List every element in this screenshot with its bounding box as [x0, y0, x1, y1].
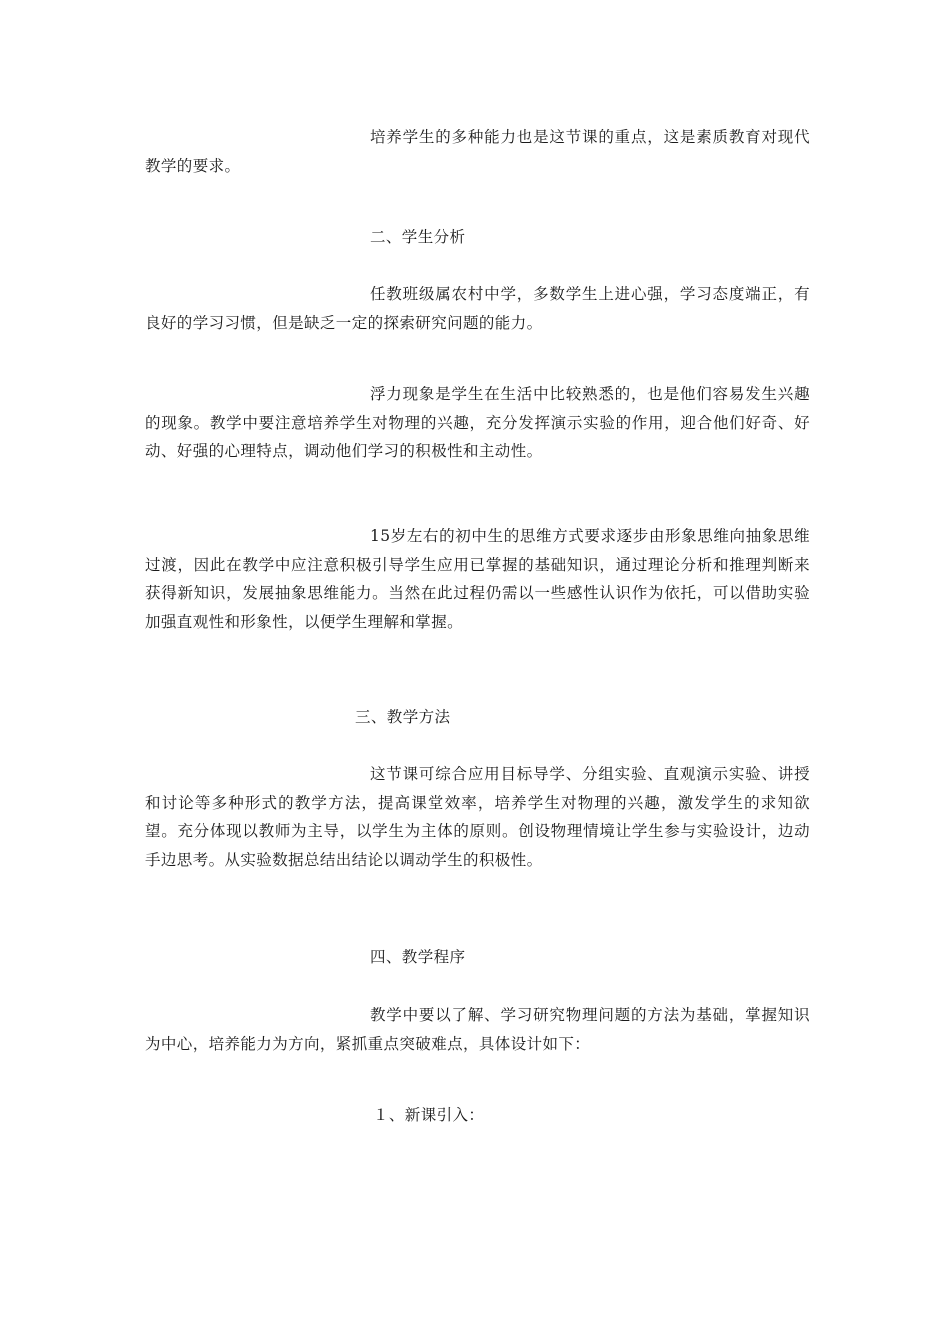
heading-teaching-procedure: 四、教学程序 [370, 948, 466, 966]
heading-new-lesson-intro: １、新课引入： [373, 1106, 485, 1124]
paragraph-procedure-overview: 教学中要以了解、学习研究物理问题的方法为基础，掌握知识为中心，培养能力为方向，紧抓重点突破难点，具体设计如下： [145, 1006, 810, 1053]
paragraph-class-overview: 任教班级属农村中学，多数学生上进心强，学习态度端正，有良好的学习习惯，但是缺乏一定的探索研究问题的能力。 [145, 285, 810, 332]
heading-teaching-method: 三、教学方法 [355, 708, 451, 726]
paragraph-thinking-mode: 15岁左右的初中生的思维方式要求逐步由形象思维向抽象思维过渡，因此在教学中应注意积极引导学生应用已掌握的基础知识，通过理论分析和推理判断来获得新知识，发展抽象思维能力。当然在此过程仍需以一些感性认识作为依托，可以借助实验加强直观性和形象性，以便学生理解和掌握。 [145, 527, 810, 631]
paragraph-teaching-method: 这节课可综合应用目标导学、分组实验、直观演示实验、讲授和讨论等多种形式的教学方法，提高课堂效率，培养学生对物理的兴趣，激发学生的求知欲望。充分体现以教师为主导，以学生为主体的原则。创设物理情境让学生参与实验设计，边动手边思考。从实验数据总结出结论以调动学生的积极性。 [145, 765, 810, 869]
paragraph-buoyancy-interest: 浮力现象是学生在生活中比较熟悉的，也是他们容易发生兴趣的现象。教学中要注意培养学生对物理的兴趣，充分发挥演示实验的作用，迎合他们好奇、好动、好强的心理特点，调动他们学习的积极性和主动性。 [145, 385, 810, 460]
heading-student-analysis: 二、学生分析 [370, 228, 466, 246]
paragraph-ability-focus: 培养学生的多种能力也是这节课的重点，这是素质教育对现代教学的要求。 [145, 128, 810, 175]
